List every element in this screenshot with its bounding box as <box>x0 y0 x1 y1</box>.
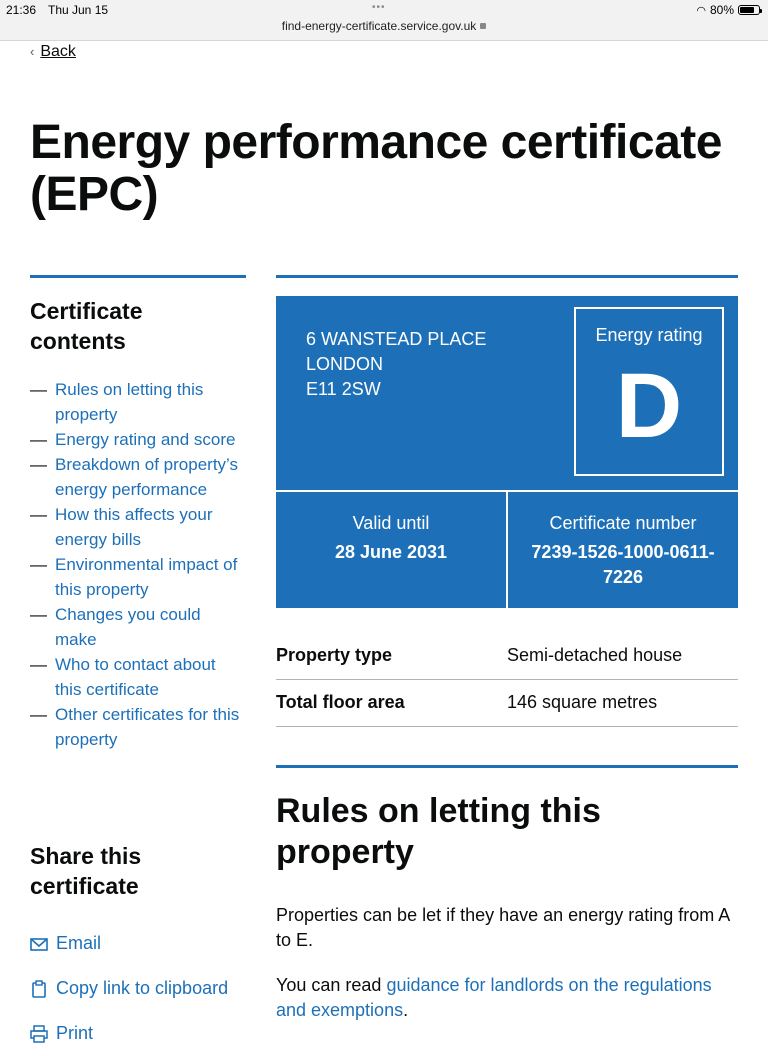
url-text: find-energy-certificate.service.gov.uk <box>281 19 477 33</box>
contents-item[interactable]: — Environmental impact of this property <box>30 555 238 599</box>
address-line: 6 WANSTEAD PLACE <box>306 329 487 349</box>
certificate-number-cell <box>508 511 738 590</box>
floor-area-row <box>276 680 738 727</box>
contents-item[interactable]: — Changes you could make <box>30 605 201 649</box>
certificate-number-value: 7239-1526-1000-0611-7226 <box>531 542 715 587</box>
back-label: Back <box>40 43 76 60</box>
address-bar[interactable] <box>0 19 768 33</box>
valid-until-cell <box>276 511 506 565</box>
contents-item[interactable]: — Rules on letting this property <box>30 380 204 424</box>
status-time: 21:36 <box>6 3 37 17</box>
guidance-suffix: . <box>403 1000 409 1020</box>
contents-item[interactable]: — Breakdown of property’s energy performance <box>30 455 239 499</box>
share-print-link[interactable] <box>30 1011 260 1056</box>
main-divider-section <box>276 765 738 768</box>
energy-rating-box <box>574 307 724 476</box>
page-title: Energy performance certificate (EPC) <box>30 116 722 221</box>
share-email-link[interactable] <box>30 921 260 966</box>
contents-item[interactable]: — Other certificates for this property <box>30 705 240 749</box>
contents-link[interactable]: Other certificates for this property <box>55 705 240 749</box>
share-print-label: Print <box>56 1023 94 1043</box>
certificate-summary-box <box>276 296 738 608</box>
address-line: E11 2SW <box>306 379 381 399</box>
status-indicators <box>696 3 760 17</box>
contents-link[interactable]: Changes you could make <box>55 605 201 649</box>
tab-overflow-dots-icon[interactable]: ••• <box>372 2 386 13</box>
valid-until-label: Valid until <box>352 513 430 533</box>
energy-rating-value: D <box>615 355 683 457</box>
landlord-guidance-paragraph <box>276 973 738 1023</box>
guidance-prefix: You can read <box>276 975 387 995</box>
lock-icon <box>480 23 486 29</box>
envelope-icon <box>30 936 48 952</box>
floor-area-value: 146 square metres <box>507 692 658 712</box>
sidebar-divider <box>30 275 246 278</box>
contents-item[interactable]: — Who to contact about this certificate <box>30 655 216 699</box>
property-address <box>306 327 486 402</box>
energy-rating-label: Energy rating <box>595 325 703 345</box>
valid-until-value: 28 June 2031 <box>334 542 448 562</box>
browser-status-bar <box>0 0 768 41</box>
floor-area-key: Total floor area <box>276 692 405 712</box>
property-type-row <box>276 633 738 680</box>
address-line: LONDON <box>306 354 384 374</box>
printer-icon <box>30 1025 48 1043</box>
share-copy-label: Copy link to clipboard <box>56 978 229 998</box>
main-divider-top <box>276 275 738 278</box>
chevron-left-icon: ‹ <box>30 44 35 59</box>
contents-heading: Certificate contents <box>30 298 143 354</box>
contents-link[interactable]: How this affects your energy bills <box>55 505 213 549</box>
status-date: Thu Jun 15 <box>48 3 109 17</box>
letting-rules-paragraph: Properties can be let if they have an energy rating from A to E. <box>276 905 730 950</box>
contents-item[interactable]: — Energy rating and score <box>30 430 236 449</box>
landlord-guidance-link[interactable]: guidance for landlords on the regulations and exemptions <box>276 975 712 1020</box>
wifi-icon: ◠ <box>696 4 706 17</box>
letting-rules-heading: Rules on letting this property <box>276 792 601 871</box>
share-email-label: Email <box>56 933 102 953</box>
contents-link[interactable]: Energy rating and score <box>55 430 236 449</box>
contents-link[interactable]: Rules on letting this property <box>55 380 204 424</box>
property-type-key: Property type <box>276 645 393 665</box>
certificate-number-label: Certificate number <box>549 513 697 533</box>
back-link[interactable] <box>30 43 76 61</box>
contents-item[interactable]: — How this affects your energy bills <box>30 505 213 549</box>
property-type-value: Semi-detached house <box>507 645 683 665</box>
contents-link[interactable]: Environmental impact of this property <box>55 555 238 599</box>
contents-list <box>30 377 246 752</box>
share-list <box>30 921 260 1056</box>
battery-icon <box>738 5 760 15</box>
battery-percent: 80% <box>709 3 734 17</box>
contents-link[interactable]: Who to contact about this certificate <box>55 655 216 699</box>
property-summary-list <box>276 633 738 727</box>
share-heading: Share this certificate <box>30 843 142 899</box>
share-copy-link[interactable] <box>30 966 260 1011</box>
clipboard-icon <box>30 980 48 998</box>
contents-link[interactable]: Breakdown of property’s energy performance <box>55 455 239 499</box>
